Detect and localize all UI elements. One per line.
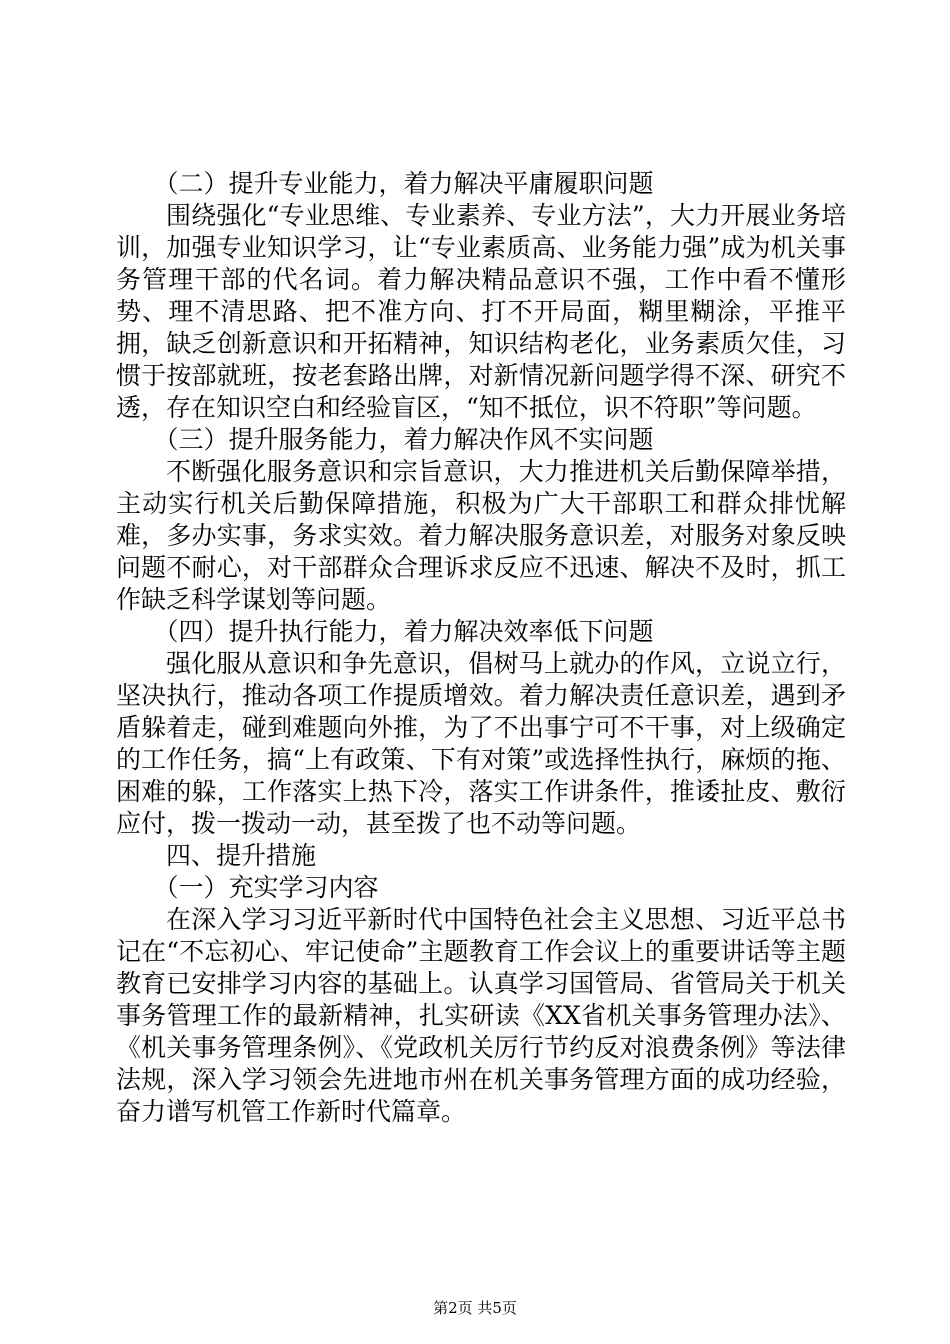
page-footer: 第2页 共5页: [433, 1299, 517, 1317]
body-paragraph-study: 在深入学习习近平新时代中国特色社会主义思想、习近平总书记在“不忘初心、牢记使命”主题教育工作会议上的重要讲话等主题教育已安排学习内容的基础上。认真学习国管局、省管局关于机关事务管理工作的最新精神，扎实研读《XX省机关事务管理办法》、《机关事务管理条例》、《党政机关厉行节约反对浪费条例》等法律法规，深入学习领会先进地市州在机关事务管理方面的成功经验，奋力谱写机管工作新时代篇章。: [116, 905, 846, 1126]
document-body: [116, 168, 846, 1128]
section-heading-measures: 四、提升措施: [166, 841, 317, 870]
subsection-heading-3: （三）提升服务能力，着力解决作风不实问题: [153, 425, 654, 454]
body-paragraph-professional: 围绕强化“专业思维、专业素养、专业方法”，大力开展业务培训，加强专业知识学习，让“专业素质高、业务能力强”成为机关事务管理干部的代名词。着力解决精品意识不强，工作中看不懂形势、理不清思路、把不准方向、打不开局面，糊里糊涂，平推平拥，缺乏创新意识和开拓精神，知识结构老化，业务素质欠佳，习惯于按部就班，按老套路出牌，对新情况新问题学得不深、研究不透，存在知识空白和经验盲区，“知不抵位，识不符职”等问题。: [116, 201, 846, 422]
subsection-heading-1: （一）充实学习内容: [153, 873, 379, 902]
body-paragraph-execution: 强化服从意识和争先意识，倡树马上就办的作风，立说立行，坚决执行，推动各项工作提质增效。着力解决责任意识差，遇到矛盾躲着走，碰到难题向外推，为了不出事宁可不干事，对上级确定的工作任务，搞“上有政策、下有对策”或选择性执行，麻烦的拖、困难的躲，工作落实上热下冷，落实工作讲条件，推诿扯皮、敷衍应付，拨一拨动一动，甚至拨了也不动等问题。: [116, 649, 846, 838]
subsection-heading-4: （四）提升执行能力，着力解决效率低下问题: [153, 617, 654, 646]
subsection-heading-2: （二）提升专业能力，着力解决平庸履职问题: [153, 169, 654, 198]
body-paragraph-service: 不断强化服务意识和宗旨意识，大力推进机关后勤保障举措，主动实行机关后勤保障措施，积极为广大干部职工和群众排忧解难，多办实事，务求实效。着力解决服务意识差，对服务对象反映问题不耐心，对干部群众合理诉求反应不迅速、解决不及时，抓工作缺乏科学谋划等问题。: [116, 457, 846, 614]
